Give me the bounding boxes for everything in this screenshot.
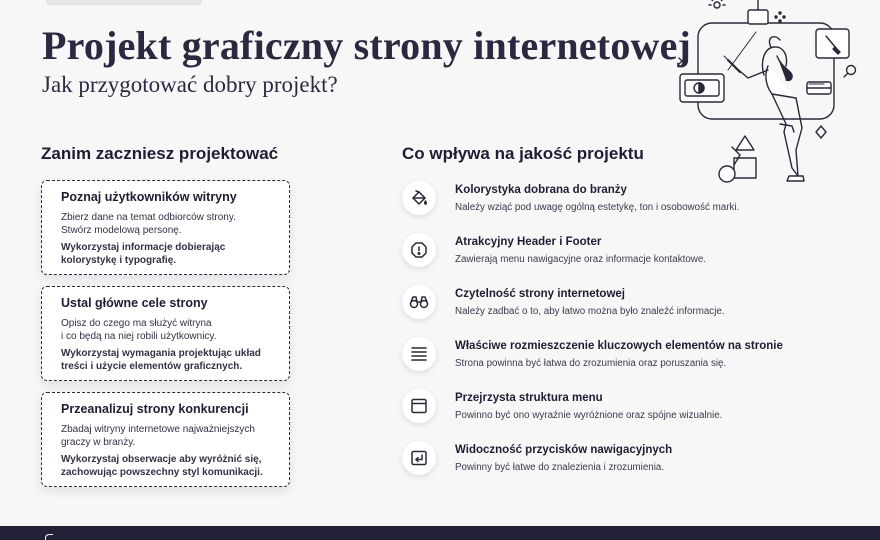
factor-colors (402, 181, 862, 221)
factor-title: Atrakcyjny Header i Footer (455, 236, 602, 248)
list-lines-icon (402, 337, 436, 371)
factor-readability (402, 285, 862, 325)
card-title: Poznaj użytkowników witryny (61, 190, 237, 204)
footer-logo-icon (45, 534, 53, 540)
return-arrow-icon (402, 441, 436, 475)
factor-description: Powinny być łatwe do znalezienia i zrozumienia. (455, 462, 665, 473)
card-competitors (41, 392, 290, 487)
factor-description: Zawierają menu nawigacyjne oraz informacje kontaktowe. (455, 254, 707, 265)
card-tip: Wykorzystaj obserwacje aby wyróżnić się, zachowując powszechny styl komunikacji. (61, 454, 263, 478)
factor-title: Czytelność strony internetowej (455, 288, 625, 300)
card-tip: Wykorzystaj wymagania projektując układ treści i użycie elementów graficznych. (61, 348, 261, 372)
card-tip: Wykorzystaj informacje dobierając kolorystykę i typografię. (61, 242, 226, 266)
factor-description: Należy wziąć pod uwagę ogólną estetykę, ton i osobowość marki. (455, 202, 740, 213)
info-icon (402, 233, 436, 267)
card-description: Opisz do czego ma służyć witryna i co będą na niej robili użytkownicy. (61, 318, 217, 342)
card-description: Zbierz dane na temat odbiorców strony. Stwórz modelową personę. (61, 212, 236, 236)
page-title: Projekt graficzny strony internetowej (42, 23, 692, 68)
factor-title: Kolorystyka dobrana do branży (455, 184, 627, 196)
card-title: Ustal główne cele strony (61, 296, 208, 310)
factor-description: Powinno być ono wyraźnie wyróżnione oraz spójne wizualnie. (455, 410, 723, 421)
footer-bar (0, 526, 880, 540)
window-icon (402, 389, 436, 423)
factor-description: Należy zadbać o to, aby łatwo można było znaleźć informacje. (455, 306, 725, 317)
factor-title: Widoczność przycisków nawigacyjnych (455, 444, 673, 456)
card-title: Przeanalizuj strony konkurencji (61, 402, 249, 416)
factor-header-footer (402, 233, 862, 273)
factor-title: Właściwe rozmieszczenie kluczowych elementów na stronie (455, 340, 783, 352)
page-subtitle: Jak przygotować dobry projekt? (42, 72, 338, 97)
paint-bucket-icon (402, 181, 436, 215)
left-column-heading: Zanim zaczniesz projektować (41, 144, 279, 163)
factor-description: Strona powinna być łatwa do zrozumienia oraz poruszania się. (455, 358, 727, 369)
factor-title: Przejrzysta struktura menu (455, 392, 603, 404)
factor-layout (402, 337, 862, 377)
top-tab-decoration (46, 0, 202, 5)
binoculars-icon (402, 285, 436, 319)
card-description: Zbadaj witryny internetowe najważniejszych graczy w branży. (61, 424, 255, 448)
designer-illustration (668, 0, 868, 186)
right-column-heading: Co wpływa na jakość projektu (402, 144, 644, 163)
card-know-users (41, 180, 290, 275)
factor-nav-buttons (402, 441, 862, 481)
card-site-goals (41, 286, 290, 381)
sparkle-icon (709, 0, 725, 8)
factor-menu-structure (402, 389, 862, 429)
